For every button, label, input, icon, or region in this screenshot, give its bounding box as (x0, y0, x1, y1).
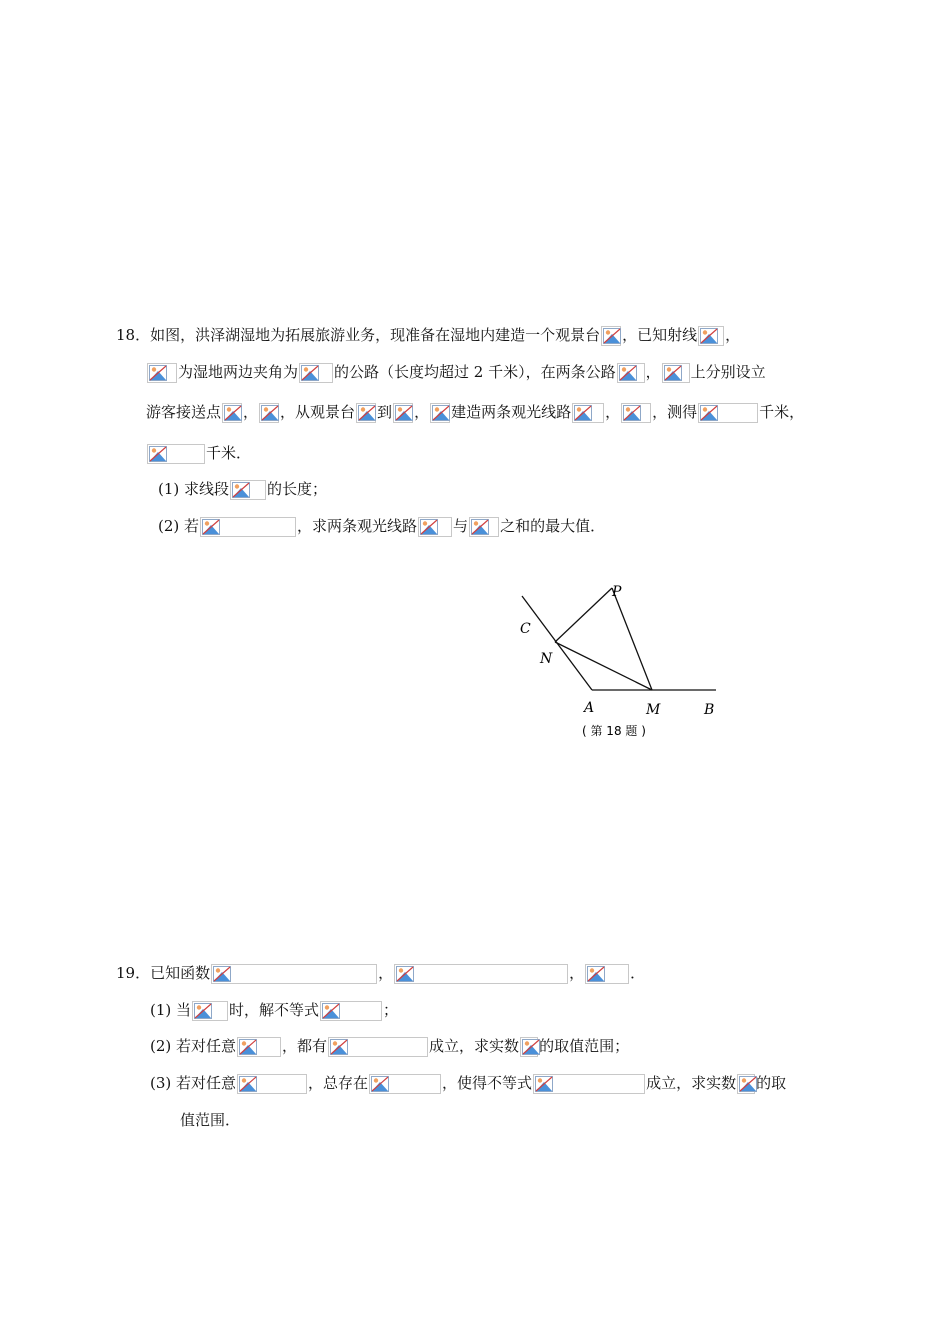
broken-image-glyph (535, 1076, 553, 1092)
broken-image-glyph (587, 966, 605, 982)
broken-image-icon (394, 964, 568, 984)
q18-figure (500, 580, 740, 754)
q18-text: ，已知射线 (622, 326, 698, 344)
geometry-diagram (500, 580, 740, 750)
broken-image-icon (369, 1074, 441, 1094)
broken-image-glyph (301, 365, 319, 381)
q19-text: ． (630, 964, 646, 982)
broken-image-glyph (202, 519, 220, 535)
broken-image-glyph (194, 1003, 212, 1019)
q19-text: 19．已知函数 (116, 964, 211, 982)
broken-image-icon (237, 1074, 307, 1094)
q18-text: 的长度； (267, 480, 328, 498)
q18-text: 的公路（长度均超过 2 千米），在两条公路 (334, 363, 616, 381)
broken-image-icon (737, 1074, 755, 1094)
q19-text: ，都有 (282, 1037, 328, 1055)
q19-sub-2 (150, 1034, 629, 1058)
broken-image-icon (200, 517, 296, 537)
broken-image-icon (320, 1001, 382, 1021)
q18-text: 建造两条观光线路 (451, 403, 572, 421)
broken-image-glyph (471, 519, 489, 535)
broken-image-icon (520, 1037, 538, 1057)
broken-image-icon (430, 403, 450, 423)
q18-text: 上分别设立 (690, 363, 766, 381)
q18-line-4 (146, 441, 251, 465)
q19-text: (1) 当 (150, 1001, 192, 1019)
q19-text: ，总存在 (308, 1074, 369, 1092)
q18-text: ，测得 (652, 403, 698, 421)
q19-text: 时，解不等式 (229, 1001, 320, 1019)
q18-text: ，求两条观光线路 (297, 517, 418, 535)
broken-image-glyph (239, 1076, 257, 1092)
q18-text: 18．如图，洪泽湖湿地为拓展旅游业务，现准备在湿地内建造一个观景台 (116, 326, 601, 344)
q19-text: (3) 若对任意 (150, 1074, 237, 1092)
broken-image-icon (601, 326, 621, 346)
q18-sub-1 (158, 477, 327, 501)
segment-np (555, 588, 612, 642)
q19-sub-3 (150, 1071, 786, 1095)
q19-line-1 (116, 961, 645, 985)
q18-text: 游客接送点 (146, 403, 222, 421)
broken-image-glyph (603, 328, 621, 344)
q18-text: 到 (377, 403, 393, 421)
broken-image-icon (469, 517, 499, 537)
broken-image-icon (230, 480, 266, 500)
q19-sub-3-cont (180, 1108, 240, 1132)
q18-sub-2 (158, 514, 605, 538)
label-m: M (646, 702, 661, 718)
broken-image-glyph (358, 405, 376, 421)
q18-text: ， (605, 403, 621, 421)
broken-image-icon (533, 1074, 645, 1094)
q18-text: ， (725, 326, 741, 344)
broken-image-icon (393, 403, 413, 423)
broken-image-icon (621, 403, 651, 423)
q19-text: 值范围． (180, 1111, 241, 1129)
q19-text: 的取 (756, 1074, 787, 1092)
broken-image-icon (211, 964, 377, 984)
q18-text: 之和的最大值． (500, 517, 606, 535)
broken-image-glyph (432, 405, 450, 421)
broken-image-icon (698, 403, 758, 423)
broken-image-glyph (420, 519, 438, 535)
broken-image-glyph (371, 1076, 389, 1092)
broken-image-icon (222, 403, 242, 423)
broken-image-glyph (232, 482, 250, 498)
label-c: C (520, 621, 531, 637)
q19-text: (2) 若对任意 (150, 1037, 237, 1055)
q18-text: 与 (453, 517, 469, 535)
q19-text: 的取值范围； (539, 1037, 630, 1055)
q18-text: (2) 若 (158, 517, 200, 535)
q18-line-3 (146, 400, 804, 424)
q18-text: ， (414, 403, 430, 421)
q18-text: 千米． (206, 444, 252, 462)
broken-image-icon (617, 363, 645, 383)
broken-image-glyph (149, 446, 167, 462)
broken-image-glyph (322, 1003, 340, 1019)
broken-image-glyph (522, 1039, 540, 1055)
broken-image-glyph (213, 966, 231, 982)
q19-text: ， (569, 964, 585, 982)
label-n: N (540, 651, 553, 667)
broken-image-icon (192, 1001, 228, 1021)
broken-image-glyph (619, 365, 637, 381)
q19-text: 成立，求实数 (429, 1037, 520, 1055)
broken-image-glyph (149, 365, 167, 381)
label-b: B (704, 702, 715, 718)
broken-image-glyph (700, 405, 718, 421)
broken-image-icon (585, 964, 629, 984)
label-p: P (612, 584, 622, 600)
broken-image-icon (259, 403, 279, 423)
broken-image-glyph (623, 405, 641, 421)
q18-text: 千米， (759, 403, 805, 421)
broken-image-glyph (574, 405, 592, 421)
broken-image-icon (698, 326, 724, 346)
broken-image-icon (572, 403, 604, 423)
label-a: A (584, 700, 595, 716)
q18-text: ，从观景台 (280, 403, 356, 421)
broken-image-glyph (261, 405, 279, 421)
q18-text: ， (645, 363, 661, 381)
broken-image-glyph (239, 1039, 257, 1055)
broken-image-icon (662, 363, 690, 383)
q18-text: (1) 求线段 (158, 480, 230, 498)
segment-nm (555, 642, 652, 690)
broken-image-glyph (664, 365, 682, 381)
broken-image-icon (299, 363, 333, 383)
broken-image-glyph (700, 328, 718, 344)
broken-image-icon (418, 517, 452, 537)
q19-text: ， (378, 964, 394, 982)
q19-sub-1 (150, 998, 398, 1022)
broken-image-icon (147, 444, 205, 464)
broken-image-glyph (395, 405, 413, 421)
broken-image-icon (147, 363, 177, 383)
broken-image-icon (328, 1037, 428, 1057)
broken-image-glyph (330, 1039, 348, 1055)
q18-line-2 (146, 360, 766, 384)
segment-pm (612, 588, 652, 690)
q18-text: ， (243, 403, 259, 421)
q19-text: ； (383, 1001, 399, 1019)
broken-image-icon (356, 403, 376, 423)
q19-text: 成立，求实数 (646, 1074, 737, 1092)
q19-text: ，使得不等式 (442, 1074, 533, 1092)
figure-caption: ( 第 18 题 ) (582, 724, 646, 738)
broken-image-glyph (224, 405, 242, 421)
q18-line-1 (116, 323, 740, 347)
q18-text: 为湿地两边夹角为 (178, 363, 299, 381)
broken-image-glyph (396, 966, 414, 982)
broken-image-icon (237, 1037, 281, 1057)
broken-image-glyph (739, 1076, 757, 1092)
